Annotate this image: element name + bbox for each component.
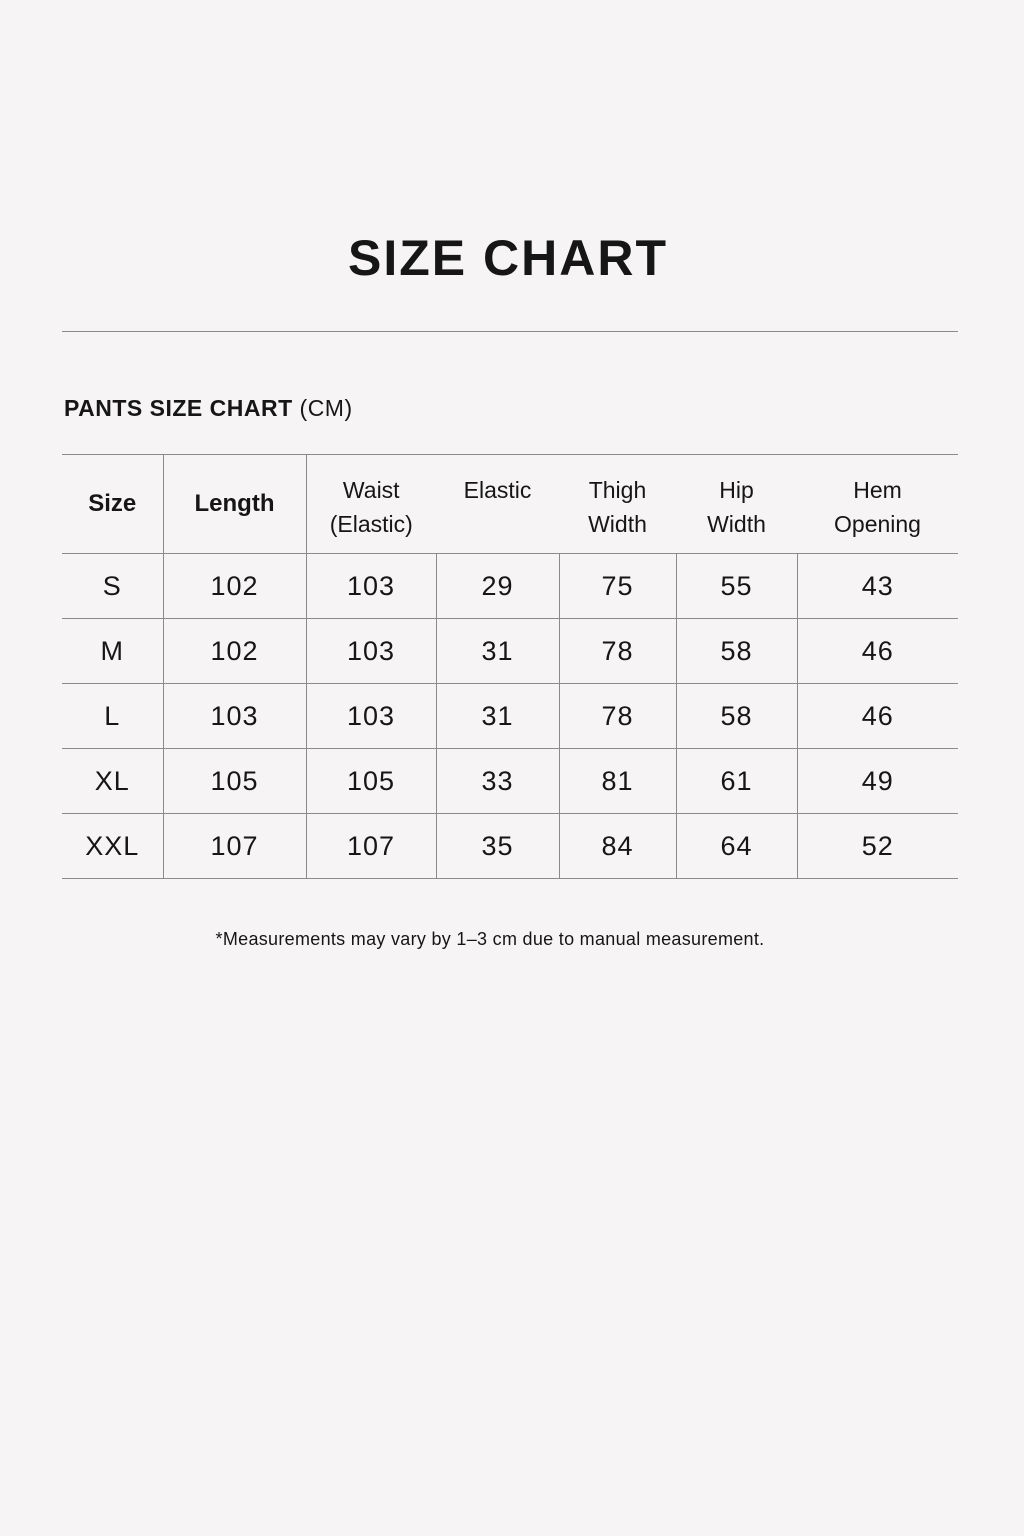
cell-size: M: [62, 619, 163, 684]
header-hip-line1: Hip: [719, 477, 754, 503]
cell-hem-opening: 49: [861, 765, 894, 796]
cell-waist: 103: [306, 554, 436, 619]
cell-thigh-width: 81: [559, 749, 676, 814]
cell-hip-width: 55: [676, 554, 797, 619]
header-row: [62, 455, 958, 554]
cell-hip-width: 64: [676, 814, 797, 879]
cell-thigh-width: 78: [559, 619, 676, 684]
header-hem-line2: Opening: [834, 511, 921, 537]
header-waist-line2: (Elastic): [329, 511, 413, 537]
table-row: [62, 554, 958, 619]
cell-elastic: 31: [436, 684, 559, 749]
header-length-line1: Length: [194, 490, 275, 517]
section-title-unit: (CM): [299, 395, 353, 421]
cell-elastic: 33: [436, 749, 559, 814]
section-title: [64, 392, 353, 424]
cell-length: 105: [163, 749, 306, 814]
page-title: SIZE CHART: [348, 230, 668, 286]
cell-hem-opening: 52: [861, 830, 894, 861]
table-row: [62, 684, 958, 749]
header-elastic: [436, 455, 559, 554]
table-body: [62, 554, 958, 879]
table-row: [62, 749, 958, 814]
header-hem-line1: Hem: [853, 477, 902, 503]
header-hip-line2: Width: [707, 511, 766, 537]
cell-size: XL: [62, 749, 163, 814]
header-size: [62, 455, 163, 554]
cell-length: 103: [163, 684, 306, 749]
cell-size: L: [62, 684, 163, 749]
cell-elastic: 29: [436, 554, 559, 619]
cell-size: XXL: [62, 814, 163, 879]
cell-length: 102: [163, 554, 306, 619]
cell-waist: 107: [306, 814, 436, 879]
cell-length: 107: [163, 814, 306, 879]
table-row: [62, 619, 958, 684]
cell-length: 102: [163, 619, 306, 684]
header-thigh-line2: Width: [588, 511, 647, 537]
cell-elastic: 35: [436, 814, 559, 879]
cell-hem-opening: 43: [861, 570, 894, 601]
size-table: [62, 454, 958, 879]
cell-elastic: 31: [436, 619, 559, 684]
cell-hip-width: 58: [676, 684, 797, 749]
title-divider: [62, 331, 958, 332]
table-header: [62, 455, 958, 554]
cell-size: S: [62, 554, 163, 619]
cell-hip-width: 58: [676, 619, 797, 684]
header-thigh-width: [559, 455, 676, 554]
cell-thigh-width: 78: [559, 684, 676, 749]
cell-hem-opening: 46: [861, 635, 894, 666]
header-hem-opening: [797, 455, 958, 554]
cell-hip-width: 61: [676, 749, 797, 814]
header-hip-width: [676, 455, 797, 554]
header-waist-line1: Waist: [342, 477, 400, 503]
cell-thigh-width: 84: [559, 814, 676, 879]
header-length: [163, 455, 306, 554]
header-waist: [306, 455, 436, 554]
cell-waist: 103: [306, 684, 436, 749]
cell-thigh-width: 75: [559, 554, 676, 619]
measurement-note: *Measurements may vary by 1–3 cm due to manual measurement.: [215, 929, 765, 949]
section-title-text: PANTS SIZE CHART: [64, 395, 293, 421]
cell-waist: 105: [306, 749, 436, 814]
cell-hem-opening: 46: [861, 700, 894, 731]
header-size-line1: Size: [88, 490, 137, 517]
header-elastic-line1: Elastic: [463, 477, 532, 503]
cell-waist: 103: [306, 619, 436, 684]
header-thigh-line1: Thigh: [588, 477, 647, 503]
table-row: [62, 814, 958, 879]
